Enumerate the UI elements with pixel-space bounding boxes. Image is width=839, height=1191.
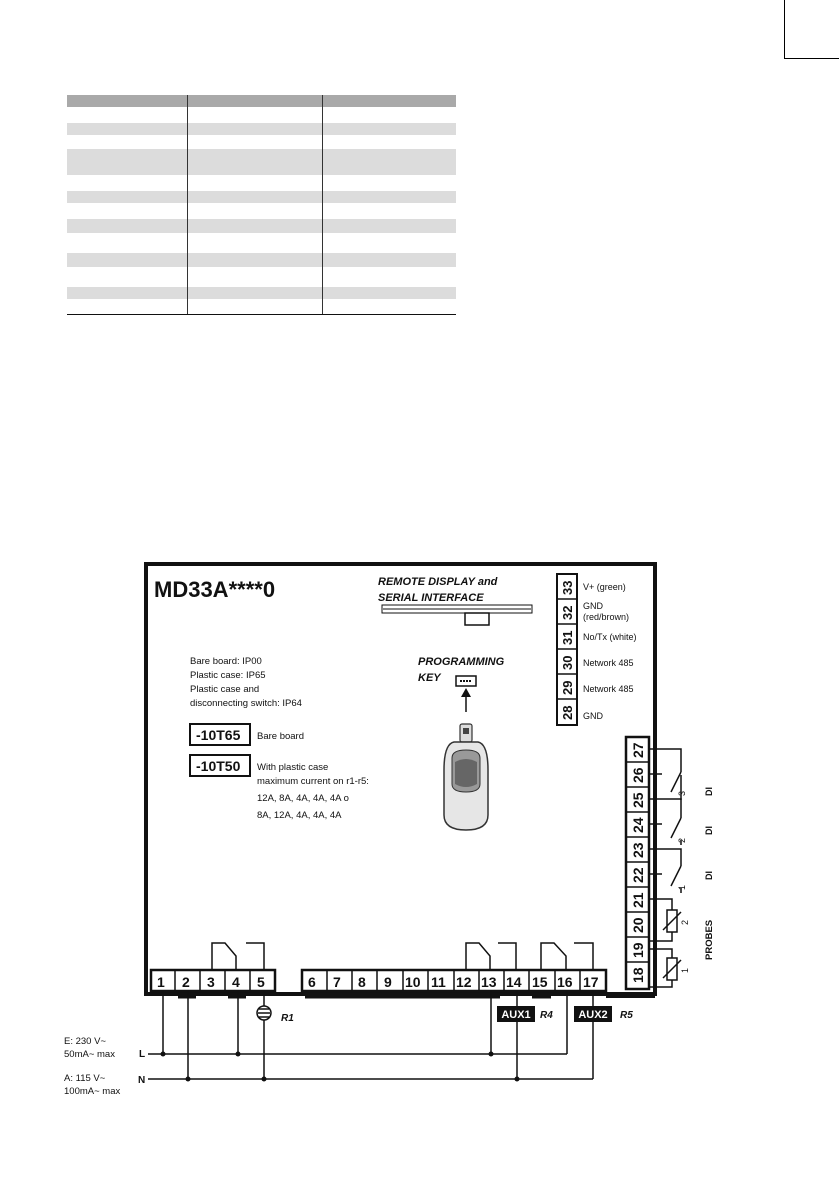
terminal-7: 7: [333, 974, 341, 990]
serial-connector-pin: [465, 613, 489, 625]
junction-dots: [161, 1052, 520, 1082]
variant-desc: Bare board: [257, 731, 305, 742]
programming-key-label: PROGRAMMING: [418, 656, 505, 668]
supply-a-label: A: 115 V~: [64, 1073, 106, 1084]
terminal-23: 23: [630, 842, 646, 858]
variant-desc: maximum current on r1-r5:: [257, 776, 369, 787]
terminal-10: 10: [405, 974, 421, 990]
probe2-number: 2: [680, 919, 690, 925]
terminal-9: 9: [384, 974, 392, 990]
terminal-13: 13: [481, 974, 497, 990]
relay-contact-r4: [466, 943, 516, 970]
terminal-28-label: GND: [583, 711, 603, 721]
line-n-label: N: [138, 1075, 146, 1086]
relay-contact-r5: [541, 943, 593, 970]
power-terminal-block: [151, 970, 275, 991]
probe1-number: 1: [680, 967, 690, 973]
terminal-28: 28: [560, 705, 575, 720]
terminal-11: 11: [431, 974, 446, 990]
terminal-17: 17: [583, 974, 599, 990]
r5-label: R5: [620, 1010, 633, 1021]
aux1-label: AUX1: [501, 1009, 531, 1021]
variant-desc: With plastic case: [257, 762, 329, 773]
output-terminal-block: [302, 970, 606, 991]
terminal-24: 24: [630, 817, 646, 833]
di1-number: 1: [677, 884, 687, 890]
terminal-3: 3: [207, 974, 215, 990]
terminal-2: 2: [182, 974, 190, 990]
terminal-27: 27: [630, 742, 646, 758]
terminal-26: 26: [630, 767, 646, 783]
r1-label: R1: [281, 1013, 294, 1024]
terminal-32: 32: [560, 605, 575, 620]
terminal-33: 33: [560, 580, 575, 595]
di3-number: 3: [677, 790, 687, 796]
terminal-31-label: No/Tx (white): [583, 632, 637, 642]
terminal-29-label: Network 485: [583, 684, 634, 694]
programming-key-label-2: KEY: [418, 672, 441, 684]
relay-contact-r1: [212, 943, 264, 970]
di2-label: DI: [704, 826, 714, 835]
line-l-label: L: [139, 1049, 146, 1060]
terminal-21: 21: [630, 892, 646, 908]
terminal-19: 19: [630, 942, 646, 958]
di2-number: 2: [677, 837, 687, 843]
terminal-30: 30: [560, 655, 575, 670]
ip-rating-case: Plastic case: IP65: [190, 670, 266, 681]
terminal-14: 14: [506, 974, 522, 990]
programming-key-icon: [444, 724, 488, 830]
terminal-31: 31: [560, 630, 575, 645]
ip-rating-switch: Plastic case and: [190, 684, 260, 695]
board-outline: [146, 564, 655, 994]
serial-terminal-block: [557, 574, 577, 725]
terminal-4: 4: [232, 974, 240, 990]
terminal-1: 1: [157, 974, 165, 990]
supply-a-current: 100mA~ max: [64, 1086, 121, 1097]
terminal-5: 5: [257, 974, 265, 990]
serial-interface-label: SERIAL INTERFACE: [378, 592, 484, 604]
r4-label: R4: [540, 1010, 553, 1021]
model-title: MD33A****0: [154, 577, 276, 602]
terminal-16: 16: [557, 974, 573, 990]
terminal-29: 29: [560, 680, 575, 695]
terminal-20: 20: [630, 917, 646, 933]
terminal-25: 25: [630, 792, 646, 808]
terminal-22: 22: [630, 867, 646, 883]
supply-e-label: E: 230 V~: [64, 1036, 106, 1047]
aux2-label: AUX2: [578, 1009, 608, 1021]
variant-code: -10T65: [196, 727, 241, 743]
terminal-32-label: GND: [583, 601, 603, 611]
terminal-33-label: V+ (green): [583, 582, 626, 592]
variant-code: -10T50: [196, 758, 241, 774]
variant-desc: 12A, 8A, 4A, 4A, 4A o: [257, 793, 349, 804]
r1-load-icon: [257, 1006, 271, 1020]
probes-label: PROBES: [704, 919, 715, 960]
di1-label: DI: [704, 871, 714, 880]
supply-wiring: [148, 991, 593, 1079]
ip-rating-switch-2: disconnecting switch: IP64: [190, 698, 302, 709]
supply-e-current: 50mA~ max: [64, 1049, 115, 1060]
terminal-15: 15: [532, 974, 548, 990]
terminal-32-sublabel: (red/brown): [583, 612, 630, 622]
input-terminal-block: [626, 737, 649, 989]
remote-display-label: REMOTE DISPLAY and: [378, 576, 498, 588]
ip-rating-bare: Bare board: IP00: [190, 656, 262, 667]
terminal-12: 12: [456, 974, 472, 990]
di3-label: DI: [704, 787, 714, 796]
variant-desc: 8A, 12A, 4A, 4A, 4A: [257, 810, 342, 821]
terminal-18: 18: [630, 967, 646, 983]
terminal-6: 6: [308, 974, 316, 990]
terminal-30-label: Network 485: [583, 658, 634, 668]
terminal-8: 8: [358, 974, 366, 990]
